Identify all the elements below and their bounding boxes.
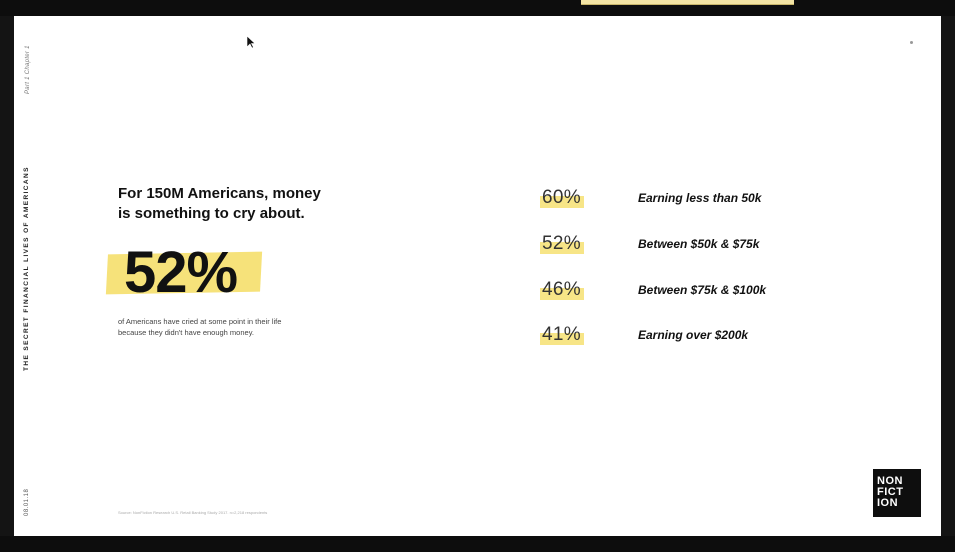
date-label: 08.01.18 [24, 488, 30, 516]
stat-row [534, 184, 794, 214]
logo-line-2: FICT [877, 486, 904, 498]
headline-line-2: is something to cry about. [118, 205, 305, 222]
top-bar [0, 0, 955, 16]
stat-percent: 60% [542, 187, 581, 208]
stat-pct-wrap [538, 184, 598, 214]
stat-row [534, 230, 794, 260]
chapter-label: Part 1 Chapter 1 [25, 45, 31, 94]
slide [14, 16, 941, 536]
big-stat-value: 52% [124, 240, 238, 305]
mouse-cursor-icon [246, 35, 256, 49]
nonfiction-logo [873, 469, 921, 517]
stat-label: Earning over $200k [638, 328, 749, 342]
logo-line-1: NON [877, 475, 903, 487]
top-bar-highlight [581, 0, 794, 5]
bottom-bar [0, 536, 955, 552]
stat-row [534, 276, 794, 306]
stat-row [534, 321, 794, 351]
stat-pct-wrap [538, 230, 598, 260]
headline-line-1: For 150M Americans, money [118, 185, 321, 202]
source-note: Source: NonFiction Research U.S. Retail Banking Study 2017. n=2,218 respondents [118, 510, 268, 515]
headline [118, 184, 358, 224]
caption-line-2: because they didn't have enough money. [118, 328, 254, 337]
big-stat [106, 238, 266, 308]
caption-line-1: of Americans have cried at some point in their life [118, 317, 282, 326]
book-title: THE SECRET FINANCIAL LIVES OF AMERICANS [23, 166, 30, 371]
stat-percent: 52% [542, 233, 581, 254]
stat-pct-wrap [538, 276, 598, 306]
slide-dot [910, 41, 913, 44]
stat-label: Between $75k & $100k [638, 283, 767, 297]
big-stat-caption [118, 316, 348, 338]
stat-percent: 41% [542, 324, 581, 345]
stat-label: Earning less than 50k [638, 191, 762, 205]
stat-pct-wrap [538, 321, 598, 351]
logo-line-3: ION [877, 497, 899, 509]
stat-label: Between $50k & $75k [638, 237, 760, 251]
stat-percent: 46% [542, 279, 581, 300]
